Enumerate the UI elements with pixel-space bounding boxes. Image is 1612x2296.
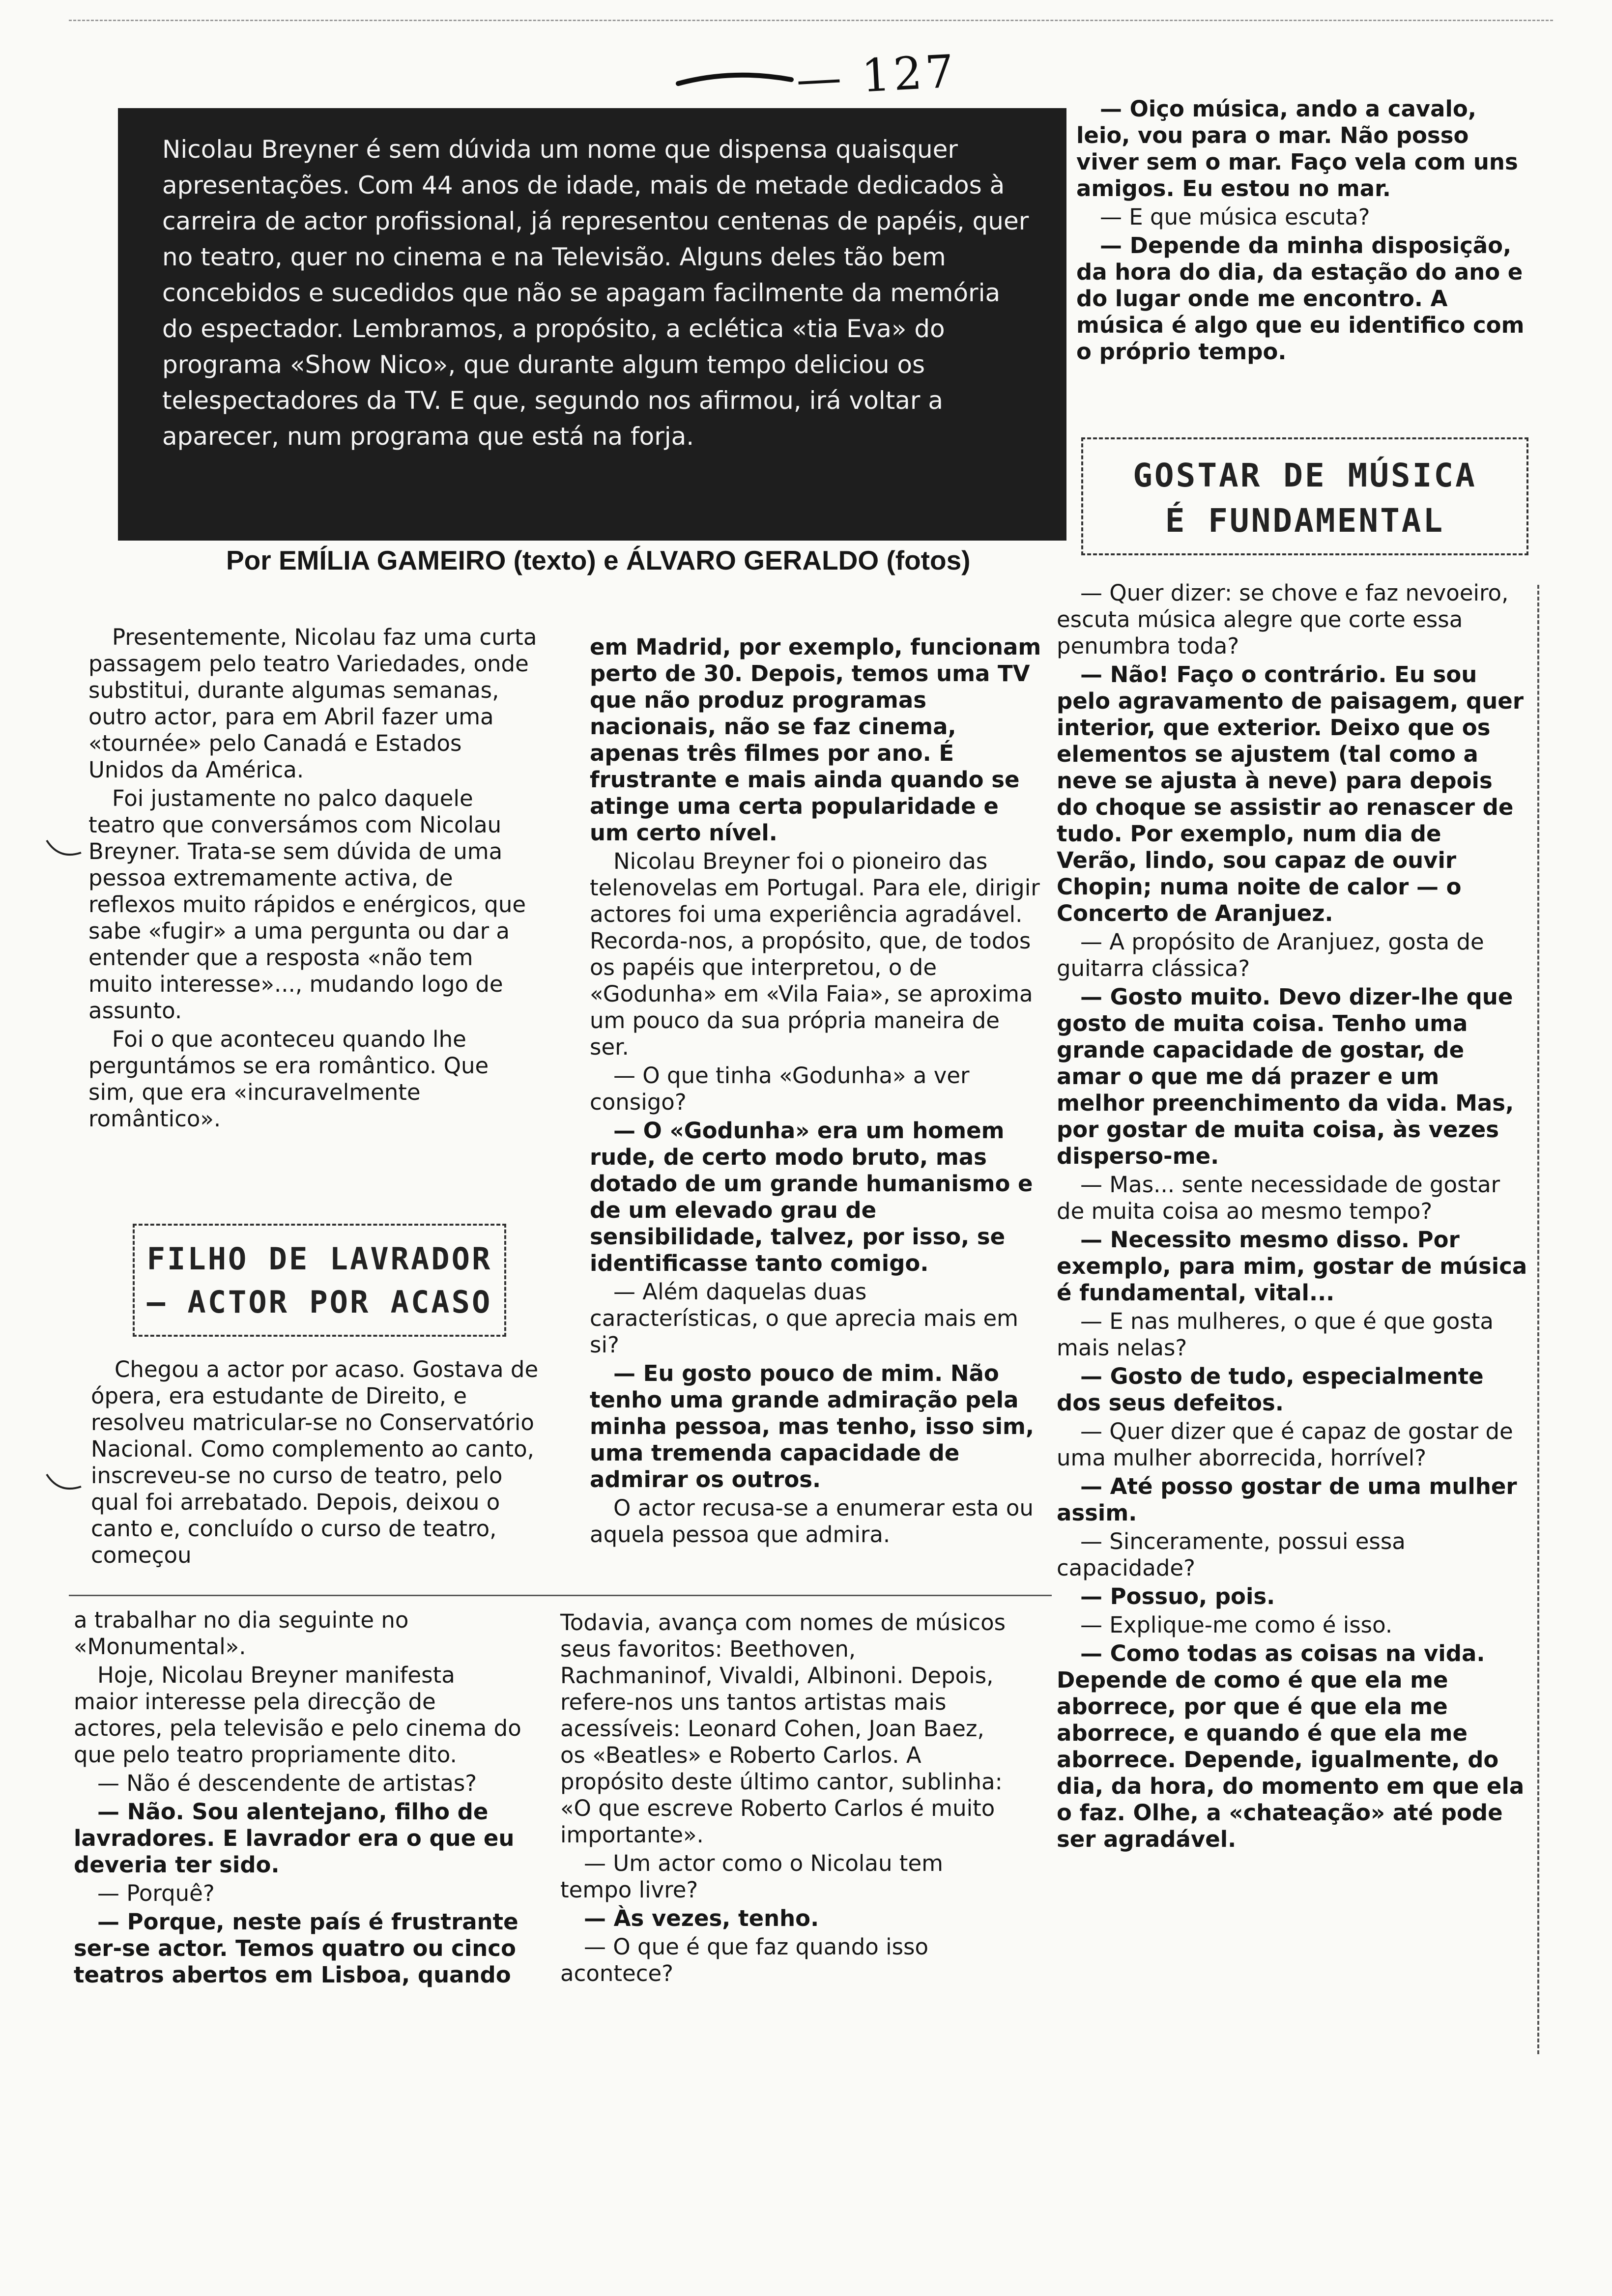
answer: — Até posso gostar de uma mulher assim. [1057, 1473, 1517, 1526]
paragraph: O actor recusa-se a enumerar esta ou aquela pessoa que admira. [590, 1495, 1034, 1548]
question: — Explique-me como é isso. [1080, 1612, 1393, 1638]
column-1-bottom [74, 1607, 526, 1990]
paragraph: a trabalhar no dia seguinte no «Monumental». [74, 1607, 409, 1660]
paragraph: Presentemente, Nicolau faz uma curta passagem pelo teatro Variedades, onde substitui, durante algumas semanas, outro actor, para em Abril fazer uma «tournée» pelo Canadá e Estados Unidos da América. [88, 624, 537, 783]
answer: — Eu gosto pouco de mim. Não tenho uma grande admiração pela minha pessoa, mas tenho, isso sim, uma tremenda capacidade de admirar os outros. [590, 1360, 1035, 1492]
pencil-mark-icon [44, 1469, 84, 1499]
paragraph: Foi o que aconteceu quando lhe perguntámos se era romântico. Que sim, que era «incuravelmente romântico». [88, 1026, 489, 1132]
subheading-line: É FUNDAMENTAL [1165, 502, 1445, 540]
column-3-top [1076, 96, 1533, 367]
question: — E que música escuta? [1100, 204, 1370, 230]
answer: — Possuo, pois. [1080, 1583, 1275, 1609]
answer: — Necessito mesmo disso. Por exemplo, para mim, gostar de música é fundamental, vital... [1057, 1227, 1527, 1306]
top-edge-rule [69, 20, 1553, 21]
byline: Por EMÍLIA GAMEIRO (texto) e ÁLVARO GERALDO (fotos) [226, 545, 971, 575]
question: — Mas... sente necessidade de gostar de muita coisa ao mesmo tempo? [1057, 1172, 1500, 1224]
answer: em Madrid, por exemplo, funcionam perto de 30. Depois, temos uma TV que não produz programas nacionais, não se faz cinema, apenas três filmes por ano. É frustrante e mais ainda quando se atinge uma certa popularidade e um certo nível. [590, 634, 1041, 846]
subheading-box-filho-de-lavrador [133, 1224, 506, 1337]
answer: — Como todas as coisas na vida. Depende de como é que ela me aborrece, por que é que ela me aborrece, e quando é que ela me aborrece. Depende, igualmente, do dia, da hora, do momento em que ela o faz. Olhe, a «chateação» até pode ser agradável. [1057, 1640, 1525, 1852]
paragraph: Nicolau Breyner foi o pioneiro das telenovelas em Portugal. Para ele, dirigir actores foi uma experiência agradável. Recorda-nos, a propósito, que, de todos os papéis que interpretou, o de «Godunha» em «Vila Faia», se aproxima um pouco da sua própria maneira de ser. [590, 848, 1040, 1060]
question: — O que é que faz quando isso acontece? [560, 1934, 929, 1986]
answer: — Às vezes, tenho. [584, 1905, 819, 1931]
pencil-mark-icon [44, 835, 84, 865]
subheading-box-gostar-de-musica [1081, 437, 1528, 555]
question: — Porquê? [97, 1880, 215, 1906]
answer: — O «Godunha» era um homem rude, de certo modo bruto, mas dotado de um grande humanismo e de um elevado grau de sensibilidade, talvez, por isso, se identificasse tanto comigo. [590, 1118, 1033, 1276]
subheading-line: GOSTAR DE MÚSICA [1133, 457, 1477, 494]
column-3-side-rule [1537, 585, 1539, 2054]
page-number-label: — 127 [795, 45, 958, 106]
intro-text: Nicolau Breyner é sem dúvida um nome que dispensa quaisquer apresentações. Com 44 anos de idade, mais de metade dedicados à carreira de actor profissional, já representou centenas de papéis, quer no teatro, quer no cinema e na Televisão. Alguns deles tão bem concebidos e sucedidos que não se apagam facilmente da memória do espectador. Lembramos, a propósito, a eclética «tia Eva» do programa «Show Nico», que durante algum tempo deliciou os telespectadores da TV. E que, segundo nos afirmou, irá voltar a aparecer, num programa que está na forja. [162, 135, 1029, 451]
question: — E nas mulheres, o que é que gosta mais nelas? [1057, 1308, 1494, 1361]
answer: — Gosto de tudo, especialmente dos seus defeitos. [1057, 1363, 1484, 1416]
answer: — Depende da minha disposição, da hora do dia, da estação do ano e do lugar onde me encontro. A música é algo que eu identifico com o próprio tempo. [1076, 232, 1525, 365]
paragraph: Todavia, avança com nomes de músicos seus favoritos: Beethoven, Rachmaninof, Vivaldi, Albinoni. Depois, refere-nos uns tantos artistas mais acessíveis: Leonard Cohen, Joan Baez, os «Beatles» e Roberto Carlos. A propósito deste último cantor, sublinha: «O que escreve Roberto Carlos é muito importante». [560, 1609, 1006, 1848]
column-1-middle [91, 1356, 541, 1571]
question: — Um actor como o Nicolau tem tempo livre? [560, 1850, 943, 1903]
answer: — Gosto muito. Devo dizer-lhe que gosto de muita coisa. Tenho uma grande capacidade de gostar, de amar o que me dá prazer e um melhor preenchimento da vida. Mas, por gostar de muita coisa, às vezes disperso-me. [1057, 984, 1514, 1169]
question: — Quer dizer: se chove e faz nevoeiro, escuta música alegre que corte essa penumbra toda? [1057, 580, 1509, 659]
column-3-bottom [1057, 580, 1528, 1855]
answer: — Porque, neste país é frustrante ser-se actor. Temos quatro ou cinco teatros abertos em Lisboa, quando [74, 1909, 518, 1988]
answer: — Não. Sou alentejano, filho de lavradores. E lavrador era o que eu deveria ter sido. [74, 1799, 515, 1878]
paragraph: Foi justamente no palco daquele teatro que conversámos com Nicolau Breyner. Trata-se sem dúvida de uma pessoa extremamente activa, de reflexos muito rápidos e enérgicos, que sabe «fugir» a uma pergunta ou dar a entender que a resposta «não tem muito interesse»..., mudando logo de assunto. [88, 785, 526, 1024]
question: — Quer dizer que é capaz de gostar de uma mulher aborrecida, horrível? [1057, 1418, 1513, 1471]
question: — Além daquelas duas características, o que aprecia mais em si? [590, 1279, 1018, 1358]
subheading-line: FILHO DE LAVRADOR [146, 1241, 492, 1277]
question: — A propósito de Aranjuez, gosta de guitarra clássica? [1057, 929, 1484, 981]
column-1-top [88, 624, 541, 1134]
answer: — Não! Faço o contrário. Eu sou pelo agravamento de paisagem, quer interior, que exterior. Deixo que os elementos se ajustem (tal como a neve se ajusta à neve) para depois do choque se assistir ao renascer de tudo. Por exemplo, num dia de Verão, lindo, sou capaz de ouvir Chopin; numa noite de calor — o Concerto de Aranjuez. [1057, 661, 1524, 926]
question: — O que tinha «Godunha» a ver consigo? [590, 1062, 970, 1115]
question: — Não é descendente de artistas? [97, 1770, 477, 1796]
answer: — Oiço música, ando a cavalo, leio, vou para o mar. Não posso viver sem o mar. Faço vela com uns amigos. Eu estou no mar. [1076, 96, 1518, 201]
paragraph: Hoje, Nicolau Breyner manifesta maior interesse pela direcção de actores, pela televisão e pelo cinema do que pelo teatro propriamente dito. [74, 1662, 521, 1768]
horizontal-rule [69, 1595, 1052, 1596]
intro-box [118, 108, 1066, 541]
column-2-bottom [560, 1609, 1012, 1989]
question: — Sinceramente, possui essa capacidade? [1057, 1528, 1406, 1581]
column-2-top [590, 634, 1042, 1550]
paragraph: Chegou a actor por acaso. Gostava de ópera, era estudante de Direito, e resolveu matricular-se no Conservatório Nacional. Como complemento ao canto, inscreveu-se no curso de teatro, pelo qual foi arrebatado. Depois, deixou o canto e, concluído o curso de teatro, começou [91, 1356, 539, 1568]
subheading-line: – ACTOR POR ACASO [146, 1284, 492, 1320]
